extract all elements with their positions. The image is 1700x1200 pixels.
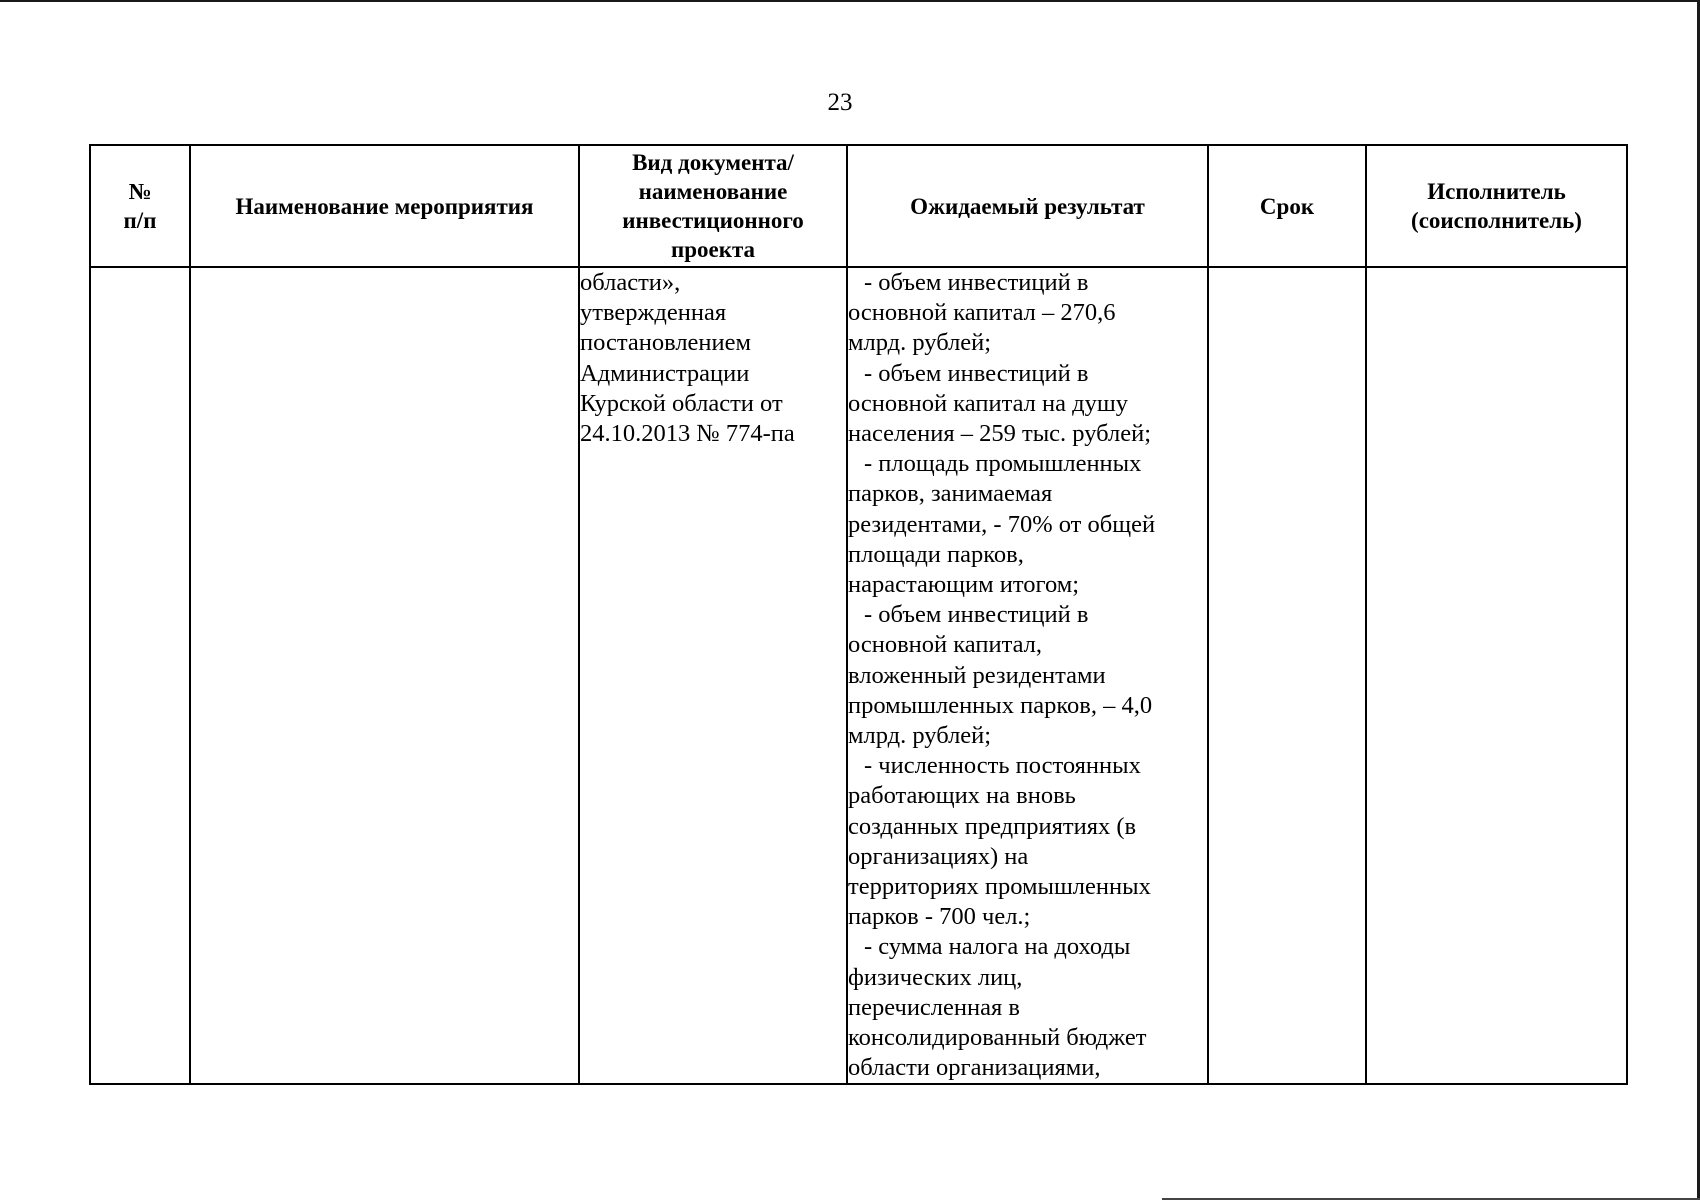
header-document-type-line: Вид документа/ bbox=[632, 150, 794, 175]
cell-expected-result bbox=[847, 267, 1208, 1084]
table-header-row bbox=[90, 145, 1627, 267]
header-deadline: Срок bbox=[1208, 145, 1366, 267]
result-line: - площадь промышленных bbox=[864, 450, 1142, 478]
result-line: - объем инвестиций в bbox=[864, 601, 1089, 629]
result-line: млрд. рублей; bbox=[848, 329, 992, 357]
result-line: парков - 700 чел.; bbox=[848, 903, 1031, 931]
result-line: области организациями, bbox=[848, 1054, 1101, 1082]
result-lines bbox=[848, 268, 1207, 1083]
page-number: 23 bbox=[827, 89, 853, 116]
cell-document bbox=[579, 267, 847, 1084]
document-line: области», bbox=[580, 269, 681, 296]
result-line: промышленных парков, – 4,0 bbox=[848, 691, 1153, 719]
cell-deadline bbox=[1208, 267, 1366, 1084]
header-executor bbox=[1366, 145, 1627, 267]
document-line: утвержденная bbox=[580, 299, 727, 327]
header-num-line: № bbox=[128, 179, 152, 204]
result-line: - объем инвестиций в bbox=[864, 359, 1089, 387]
header-executor-line: (соисполнитель) bbox=[1411, 208, 1582, 233]
result-line: - объем инвестиций в bbox=[864, 269, 1089, 296]
result-line: - сумма налога на доходы bbox=[864, 933, 1131, 961]
result-line: консолидированный бюджет bbox=[848, 1024, 1147, 1052]
result-line: млрд. рублей; bbox=[848, 722, 992, 750]
document-lines bbox=[580, 268, 846, 449]
result-line: населения – 259 тыс. рублей; bbox=[848, 420, 1152, 448]
cell-num bbox=[90, 267, 190, 1084]
result-line: организациях) на bbox=[848, 842, 1029, 870]
scan-edge-top bbox=[0, 0, 1700, 2]
result-line: основной капитал, bbox=[848, 631, 1043, 659]
header-num-line: п/п bbox=[123, 208, 157, 233]
header-executor-line: Исполнитель bbox=[1427, 179, 1566, 204]
result-line: основной капитал – 270,6 bbox=[848, 299, 1116, 327]
document-line: 24.10.2013 № 774-па bbox=[580, 420, 795, 448]
result-line: - численность постоянных bbox=[864, 752, 1141, 780]
result-line: вложенный резидентами bbox=[848, 661, 1106, 689]
cell-event-name bbox=[190, 267, 579, 1084]
result-line: основной капитал на душу bbox=[848, 389, 1128, 417]
header-document-type-line: проекта bbox=[670, 237, 756, 262]
header-num bbox=[90, 145, 190, 267]
result-line: нарастающим итогом; bbox=[848, 571, 1080, 599]
header-document-type-line: инвестиционного bbox=[622, 208, 804, 233]
result-line: работающих на вновь bbox=[848, 782, 1076, 810]
result-line: площади парков, bbox=[848, 540, 1024, 568]
measures-table bbox=[89, 144, 1628, 1085]
cell-executor bbox=[1366, 267, 1627, 1084]
result-line: физических лиц, bbox=[848, 963, 1023, 991]
header-document-type-line: наименование bbox=[638, 179, 788, 204]
document-line: Курской области от bbox=[580, 389, 783, 417]
header-document-type bbox=[579, 145, 847, 267]
result-line: созданных предприятиях (в bbox=[848, 812, 1137, 840]
document-line: Администрации bbox=[580, 359, 750, 387]
document-line: постановлением bbox=[580, 329, 752, 357]
table-row bbox=[90, 267, 1627, 1084]
result-line: перечисленная в bbox=[848, 993, 1020, 1021]
result-line: парков, занимаемая bbox=[848, 480, 1053, 508]
header-expected-result: Ожидаемый результат bbox=[847, 145, 1208, 267]
result-line: территориях промышленных bbox=[848, 873, 1151, 901]
result-line: резидентами, - 70% от общей bbox=[848, 510, 1156, 538]
header-event-name: Наименование мероприятия bbox=[190, 145, 579, 267]
